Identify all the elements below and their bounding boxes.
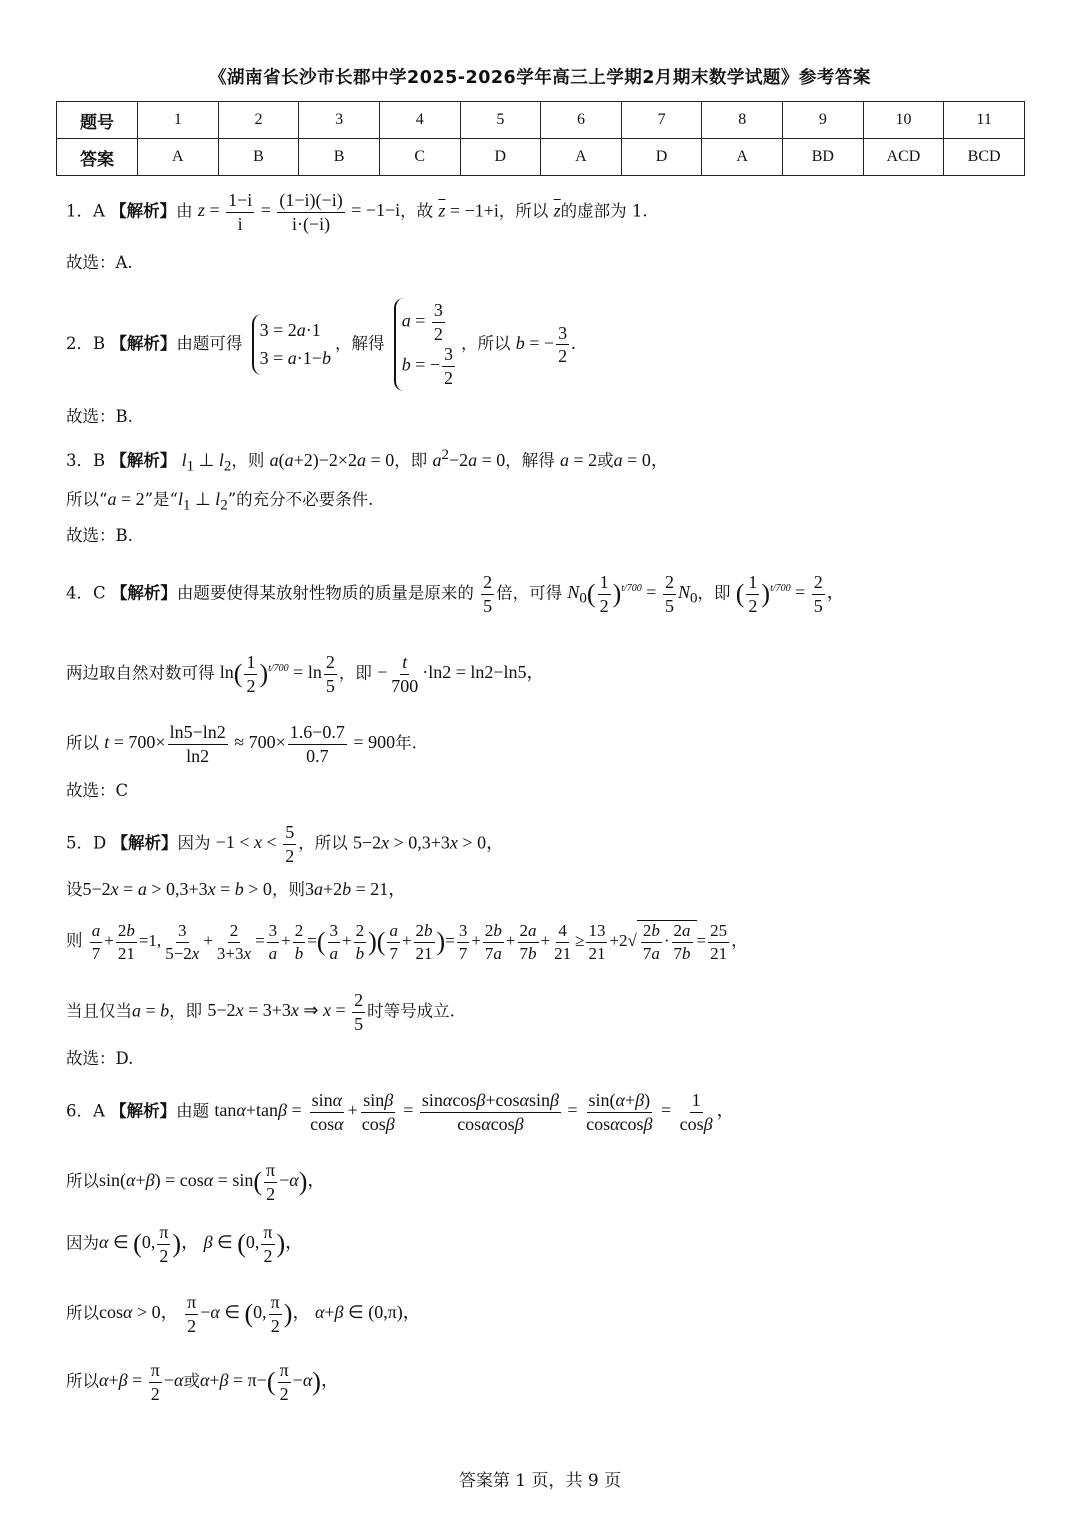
page-title: 《湖南省长沙市长郡中学2025-2026学年高三上学期2月期末数学试题》参考答案 (209, 68, 871, 88)
text: ”的充分不必要条件. (227, 490, 374, 509)
formula: 5−2x = a > 0,3+3x = b > 0 (82, 879, 272, 899)
table-cell: 10 (863, 102, 944, 139)
text: 的虚部为 1. (560, 201, 648, 221)
table-cell: 3 (299, 102, 380, 139)
formula: $\frac{2}{5}$ (483, 572, 493, 616)
text: ，所以 (298, 833, 348, 853)
solution-4-line-1 (66, 572, 845, 616)
formula: −1 < x < $\frac{5}{2}$ (215, 822, 295, 866)
solution-2-conclusion: 故选：B. (66, 407, 133, 426)
table-cell: A (702, 139, 783, 176)
table-cell: BD (783, 139, 864, 176)
formula: $N_0$( $\frac{1}{2}$ )$^{t/700}$ = $\frac{2}{5}$ $N_0$ (567, 572, 698, 616)
text: 当且仅当 (66, 1001, 132, 1021)
solution-6-line-3 (66, 1222, 303, 1266)
text: 所以 (66, 1371, 99, 1391)
solution-5-line-4 (66, 990, 455, 1034)
question-number: 5．D (66, 833, 107, 853)
row-label: 答案 (57, 139, 138, 176)
formula: tanα+tanβ = $\frac{\sin\alpha}{\cos\alpha}$ + $\frac{\sin\beta}{\cos\beta}$ = $\frac{\sin\alpha\cos\beta+\cos\alpha\sin\beta}{\cos\alpha\cos\beta}$ = $\frac{\sin(\alpha+\beta)}{\cos\alpha\cos\beta}$ = $\frac{1}{\cos\beta}$ ， (214, 1090, 735, 1134)
text: ，所以 (461, 333, 511, 353)
table-cell: C (379, 139, 460, 176)
text: ，即 (338, 663, 372, 683)
text: 所以 (66, 1171, 99, 1191)
formula: z = $\frac{1-i}{i}$ = $\frac{(1-i)(-i)}{i\cdot(-i)}$ = −1−i (197, 190, 401, 234)
solution-5-line-1 (66, 822, 504, 866)
table-cell: D (460, 139, 541, 176)
formula: $a^2-2a = 0$ (432, 447, 506, 470)
formula: 3 = 2a·1 3 = a·1−b (252, 314, 331, 376)
solution-6-line-5 (66, 1360, 339, 1404)
solution-4-conclusion: 故选：C (66, 781, 129, 800)
formula: α+β = $\frac{\pi}{2}$ −α (99, 1360, 184, 1404)
text: ，所以 (498, 201, 549, 221)
text: 则 (66, 930, 83, 950)
solution-5-line-3 (66, 920, 748, 963)
table-cell: B (218, 139, 299, 176)
solution-3-line-1 (66, 448, 669, 475)
formula: $l_1$ ⊥ $l_2$ (181, 450, 232, 475)
table-cell: A (138, 139, 219, 176)
question-number: 6．A (66, 1101, 105, 1121)
question-number: 3．B (66, 451, 106, 470)
text: 年. (395, 733, 417, 753)
answer-table (56, 101, 1025, 176)
analysis-tag: 【解析】 (110, 451, 177, 470)
text: 由题要使得某放射性物质的质量是原来的 (176, 583, 474, 603)
table-cell: 6 (541, 102, 622, 139)
formula: t = 700× $\frac{\ln 5-\ln 2}{\ln 2}$ ≈ 700× $\frac{1.6-0.7}{0.7}$ = 900 (104, 722, 396, 766)
formula: α ∈ (0, $\frac{\pi}{2}$ )， β ∈ (0, $\frac{\pi}{2}$ )， (99, 1222, 304, 1266)
text: 所以 (66, 1303, 99, 1323)
text: 由题 (176, 1101, 210, 1121)
formula: cosα > 0， $\frac{\pi}{2}$ −α ∈ (0, $\frac{\pi}{2}$ )， α+β ∈ (0,π)， (99, 1292, 421, 1336)
text: ，解得 (505, 451, 555, 470)
formula: 5−2x = 3+3x ⇒ x = $\frac{2}{5}$ (207, 990, 364, 1034)
row-label: 题号 (57, 102, 138, 139)
formula: a = 2 (560, 450, 598, 470)
solution-2-line-1 (66, 298, 576, 391)
analysis-tag: 【解析】 (110, 1101, 177, 1121)
solution-3-conclusion: 故选：B. (66, 526, 133, 545)
text: 或 (597, 451, 614, 470)
text: ，故 (400, 201, 434, 221)
formula: a = b (132, 1000, 170, 1021)
table-cell: 2 (218, 102, 299, 139)
question-number: 4．C (66, 583, 106, 603)
solution-3-line-2 (66, 490, 373, 514)
table-row-numbers (57, 102, 1025, 139)
formula: − $\frac{t}{700}$ ·ln2 = ln2−ln5， (377, 652, 545, 696)
text: 所以 (66, 733, 99, 753)
table-cell: 11 (944, 102, 1025, 139)
table-cell: A (541, 139, 622, 176)
formula: $l_1$ ⊥ $l_2$ (177, 489, 228, 514)
table-cell: 4 (379, 102, 460, 139)
solution-4-line-2 (66, 652, 545, 696)
solution-6-line-1 (66, 1090, 735, 1134)
solution-5-conclusion: 故选：D. (66, 1049, 134, 1068)
table-cell: 7 (621, 102, 702, 139)
text: 由题可得 (176, 333, 243, 353)
text: ，即 (169, 1001, 203, 1021)
page-footer: 答案第 1 页，共 9 页 (458, 1471, 622, 1491)
solution-1-line-1 (66, 190, 648, 234)
analysis-tag: 【解析】 (111, 833, 178, 853)
formula: $\frac{a}{7}$ + $\frac{2b}{21}$ =1, $\frac{3}{5-2x}$ + $\frac{2}{3+3x}$ = $\frac{3}{a}$ + $\frac{2}{b}$ =( $\frac{3}{a}$ + $\frac{2}{b}$ )( $\frac{a}{7}$ + $\frac{2b}{21}$ )= $\frac{3}{7}$ + $\frac{2b}{7a}$ + $\frac{2a}{7b}$ + $\frac{4}{21}$ ≥ $\frac{13}{21}$ +2√ $\frac{2b}{7a}$ · $\frac{2a}{7b}$ = $\frac{25}{21}$ ， (91, 921, 749, 963)
text: ，解得 (334, 333, 385, 353)
table-cell: ACD (863, 139, 944, 176)
formula: $\overline{z}$ (553, 200, 561, 221)
text: 因为 (66, 1233, 99, 1253)
table-cell: 9 (783, 102, 864, 139)
table-row-answers (57, 139, 1025, 176)
solution-6-line-2 (66, 1160, 325, 1204)
formula: b = − $\frac{3}{2}$ . (515, 322, 576, 367)
formula: ( $\frac{1}{2}$ )$^{t/700}$ = $\frac{2}{5}$ ， (735, 572, 845, 616)
text: ，则 (231, 451, 265, 470)
table-cell: 5 (460, 102, 541, 139)
table-cell: 1 (138, 102, 219, 139)
solution-1-conclusion: 故选：A. (66, 253, 133, 272)
formula: 3a+2b = 21， (304, 879, 407, 899)
text: ，则 (271, 880, 305, 899)
solution-4-line-3 (66, 722, 417, 766)
formula: sin(α+β) = cosα = sin( $\frac{\pi}{2}$ −α)， (99, 1160, 326, 1204)
text: 时等号成立. (367, 1001, 455, 1021)
solution-5-line-2 (66, 880, 406, 899)
table-cell: B (299, 139, 380, 176)
text: 两边取自然对数可得 (66, 663, 215, 683)
formula: a = 2 (107, 489, 145, 509)
table-cell: BCD (944, 139, 1025, 176)
text: 倍，可得 (496, 583, 563, 603)
formula: α+β = π−( $\frac{\pi}{2}$ −α)， (199, 1360, 339, 1404)
analysis-tag: 【解析】 (110, 201, 177, 221)
formula: a = $\frac{3}{2}$ b = − $\frac{3}{2}$ (394, 298, 457, 391)
analysis-tag: 【解析】 (110, 333, 177, 353)
formula: a(a+2)−2×2a = 0 (269, 450, 395, 470)
question-number: 2．B (66, 333, 106, 353)
text: ，即 (394, 451, 428, 470)
table-cell: D (621, 139, 702, 176)
text: 由 (176, 201, 193, 221)
text: ”是“ (144, 490, 178, 509)
formula: a = 0， (613, 450, 669, 470)
formula: $\overline{z} = -1+i$ (438, 200, 499, 221)
solution-6-line-4 (66, 1292, 421, 1336)
text: 所以“ (66, 490, 108, 509)
text: 因为 (177, 833, 211, 853)
formula: 5−2x > 0,3+3x > 0， (352, 832, 505, 853)
analysis-tag: 【解析】 (110, 583, 177, 603)
text: 设 (66, 880, 83, 899)
table-cell: 8 (702, 102, 783, 139)
question-number: 1．A (66, 201, 105, 221)
text: ，即 (697, 583, 731, 603)
formula: ln( $\frac{1}{2}$ )$^{t/700}$ = ln $\frac{2}{5}$ (219, 652, 335, 696)
text: 或 (183, 1371, 200, 1391)
